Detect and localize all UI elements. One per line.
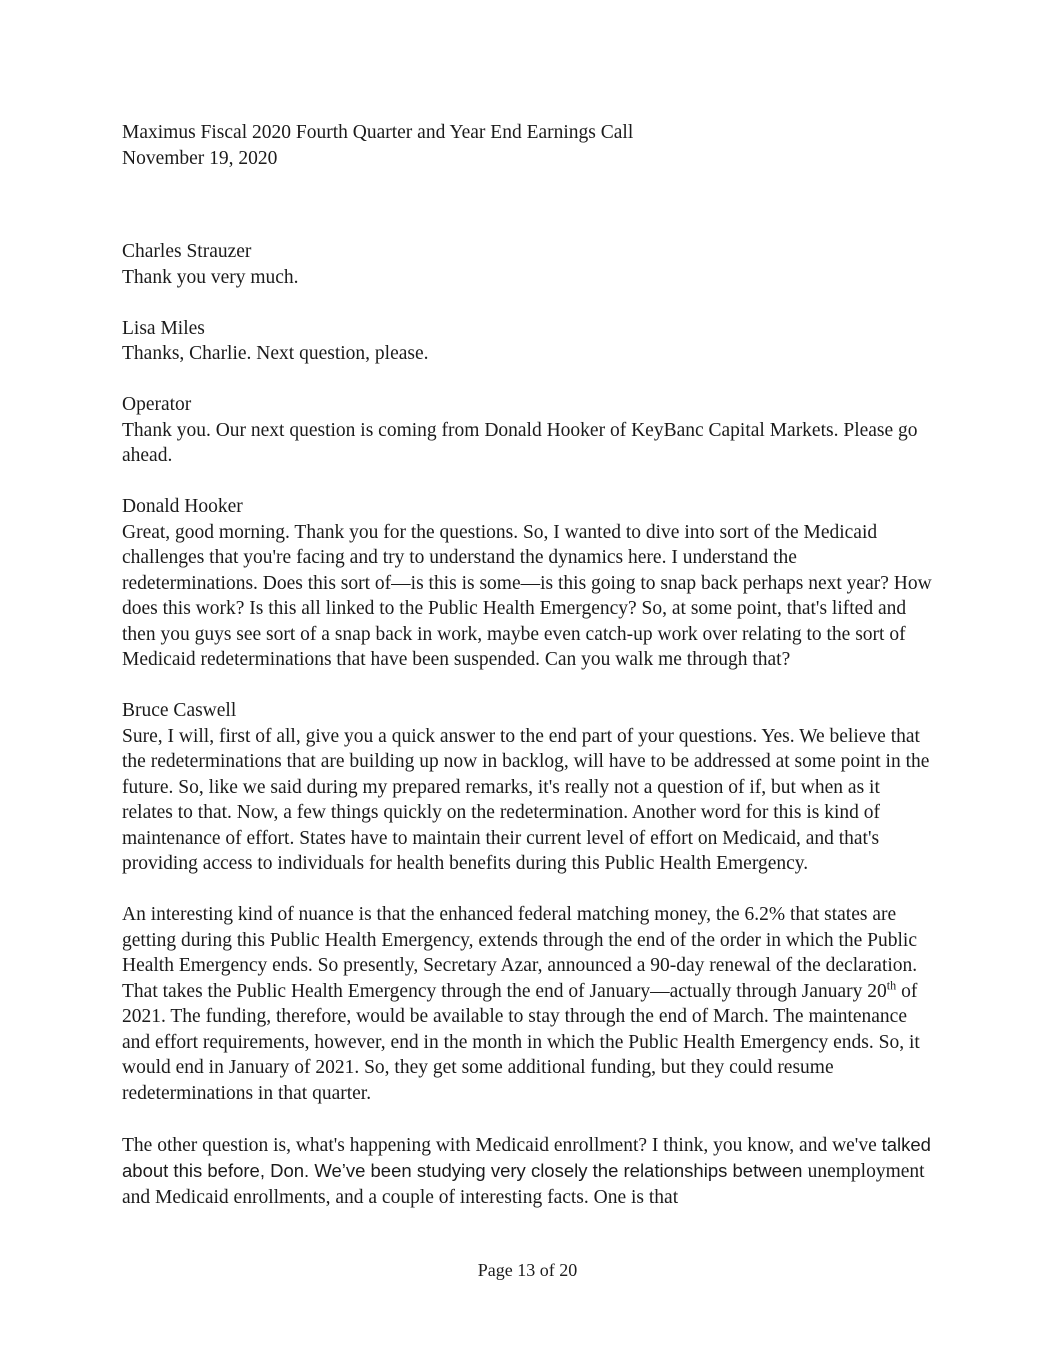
speaker-name: Donald Hooker <box>122 496 243 517</box>
paragraph-segment: An interesting kind of nuance is that the enhanced federal matching money, the 6.2% that states are getting during this Public Health Emergency, extends through the end of the order in which the Public Health Emergency ends. So presently, Secretary Azar, announced a 90-day renewal of the declaration. That takes the Public Health Emergency through the end of January—actually through January 20 <box>122 904 918 1002</box>
speech-paragraph <box>122 902 934 1106</box>
paragraph-segment-sans: talked about this before, Don. We’ve been studying very closely the relationships between <box>122 1133 931 1181</box>
paragraph-segment: of 2021. The funding, therefore, would be available to stay through the end of March. The maintenance and effort requirements, however, end in the month in which the Public Health Emergency ends. So, it would end in January of 2021. So, they get some additional funding, but they could resume redeterminations in that quarter. <box>122 980 920 1104</box>
speaker-name: Lisa Miles <box>122 317 205 339</box>
speech-charles-strauzer <box>122 239 934 290</box>
speech-operator <box>122 392 934 469</box>
speech-paragraph: Thank you. Our next question is coming from Donald Hooker of KeyBanc Capital Markets. Please go ahead. <box>122 419 918 466</box>
paragraph-segment: unemployment and Medicaid enrollments, and a couple of interesting facts. One is that <box>122 1161 925 1208</box>
speech-donald-hooker <box>122 494 934 673</box>
speech-paragraph <box>122 1132 934 1211</box>
ordinal-superscript: th <box>886 978 897 992</box>
transcript-page <box>122 120 934 1236</box>
speaker-name: Operator <box>122 394 192 415</box>
page-number-footer: Page 13 of 20 <box>477 1260 578 1280</box>
speech-lisa-miles <box>122 316 934 367</box>
speech-bruce-caswell <box>122 698 934 1210</box>
speech-paragraph: Great, good morning. Thank you for the questions. So, I wanted to dive into sort of the Medicaid challenges that you're facing and try to understand the dynamics here. I understand the redeterminations. Does this sort of—is this is some—is this going to snap back perhaps next year? How does this work? Is this all linked to the Public Health Emergency? So, at some point, that's lifted and then you guys see sort of a snap back in work, maybe even catch-up work over relating to the sort of Medicaid redeterminations that have been suspended. Can you walk me through that? <box>122 521 932 670</box>
speech-paragraph: Thank you very much. <box>122 266 299 288</box>
speech-paragraph: Sure, I will, first of all, give you a quick answer to the end part of your questions. Yes. We believe that the redeterminations that are building up now in backlog, will have to be addressed at some point in the future. So, like we said during my prepared remarks, it's really not a question of if, but when as it relates to that. Now, a few things quickly on the redetermination. Another word for this is kind of maintenance of effort. States have to maintain their current level of effort on Medicaid, and that's providing access to individuals for health benefits during this Public Health Emergency. <box>122 725 930 874</box>
document-title: Maximus Fiscal 2020 Fourth Quarter and Year End Earnings Call <box>122 122 634 143</box>
paragraph-segment: The other question is, what's happening with Medicaid enrollment? I think, you know, and we've <box>122 1134 882 1156</box>
speech-paragraph: Thanks, Charlie. Next question, please. <box>122 343 429 364</box>
document-header <box>122 120 934 171</box>
speaker-name: Charles Strauzer <box>122 241 252 262</box>
speaker-name: Bruce Caswell <box>122 700 237 721</box>
document-date: November 19, 2020 <box>122 147 278 169</box>
